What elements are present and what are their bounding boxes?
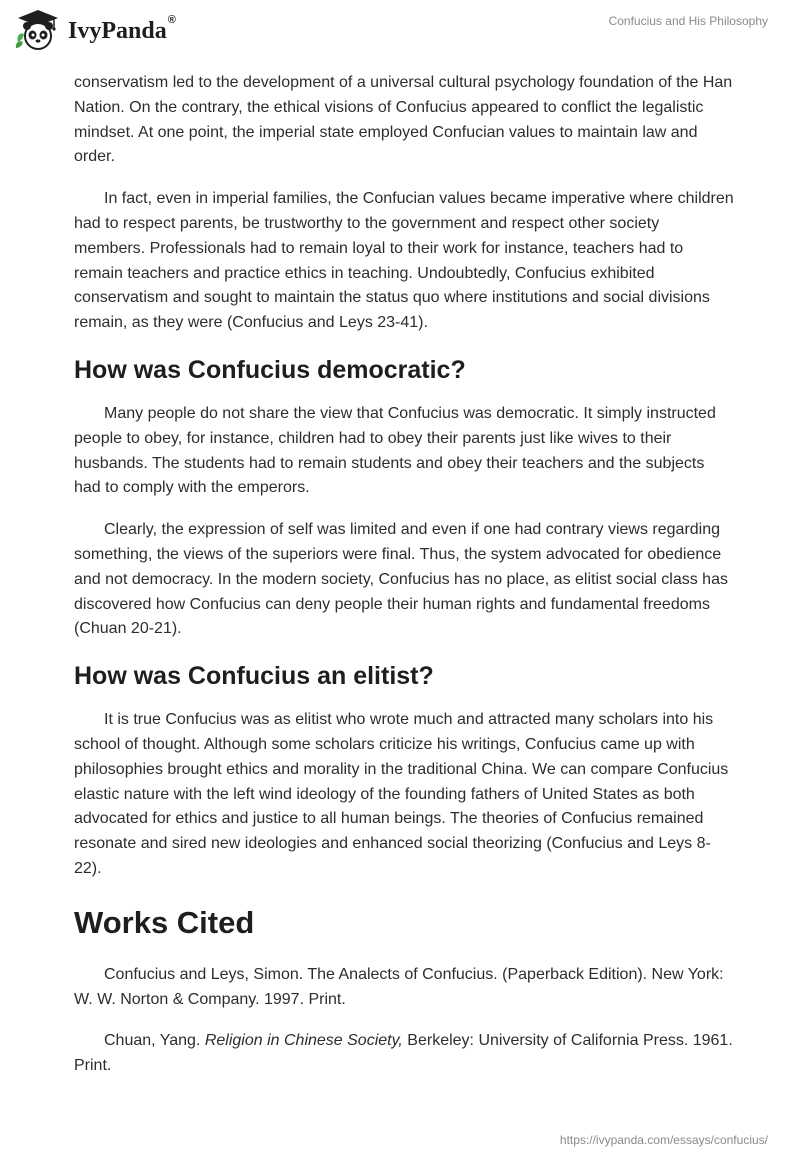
heading-elitist: How was Confucius an elitist? bbox=[74, 662, 434, 691]
citation-publisher: Berkeley: University of California Press. 1961. Print. bbox=[74, 1032, 733, 1075]
document-title: Confucius and His Philosophy bbox=[608, 14, 768, 28]
panda-graduate-icon bbox=[14, 8, 62, 52]
heading-works-cited: Works Cited bbox=[74, 904, 255, 940]
page-header bbox=[0, 0, 800, 70]
citation-chuan bbox=[74, 1029, 734, 1079]
brand-name: IvyPanda bbox=[68, 17, 167, 44]
paragraph-conservatism-continued: conservatism led to the development of a universal cultural psychology foundation of the Han Nation. On the contrary, the ethical visions of Confucius appeared to conflict the legalistic mindset. At one point, the imperial state employed Confucian values to maintain law and order. bbox=[74, 74, 733, 166]
citation-book-title: Religion in Chinese Society, bbox=[204, 1032, 403, 1050]
footer-url[interactable]: https://ivypanda.com/essays/confucius/ bbox=[559, 1133, 768, 1147]
citation-author: Chuan, Yang. bbox=[104, 1032, 205, 1050]
citation-confucius-leys: Confucius and Leys, Simon. The Analects of Confucius. (Paperback Edition). New York: W. W. Norton & Company. 1997. Print. bbox=[74, 965, 724, 1008]
paragraph-imperial-families: In fact, even in imperial families, the Confucian values became imperative where children had to respect parents, be trustworthy to the government and respect other society members. Professionals had to remain loyal to their work for instance, teachers had to remain teachers and practice ethics in teaching. Undoubtedly, Confucius exhibited conservatism and sought to maintain the status quo where institutions and social divisions remain, as they were (Confucius and Leys 23-41). bbox=[74, 190, 734, 332]
registered-mark: ® bbox=[167, 14, 176, 26]
paragraph-democratic-view: Many people do not share the view that Confucius was democratic. It simply instructed people to obey, for instance, children had to obey their parents just like wives to their husbands. The students had to remain students and obey their teachers and the subjects had to comply with the emperors. bbox=[74, 404, 716, 497]
brand-logo[interactable] bbox=[14, 8, 176, 52]
paragraph-self-expression: Clearly, the expression of self was limited and even if one had contrary views regarding something, the views of the superiors were final. Thus, the system advocated for obedience and not democracy. In the modern society, Confucius has no place, as elitist social class has discovered how Confucius can deny people their human rights and fundamental freedoms (Chuan 20-21). bbox=[74, 521, 728, 638]
paragraph-elitist: It is true Confucius was as elitist who wrote much and attracted many scholars into his school of thought. Although some scholars criticize his writings, Confucius came up with philosophies brought ethics and morality in the traditional China. We can compare Confucius elastic nature with the left wind ideology of the founding fathers of United States as both advocated for ethics and justice to all human beings. The theories of Confucius remained resonate and sired new ideologies and enhanced social theorizing (Confucius and Leys 8-22). bbox=[74, 711, 729, 877]
essay-content bbox=[74, 71, 734, 1079]
heading-democratic: How was Confucius democratic? bbox=[74, 355, 466, 384]
